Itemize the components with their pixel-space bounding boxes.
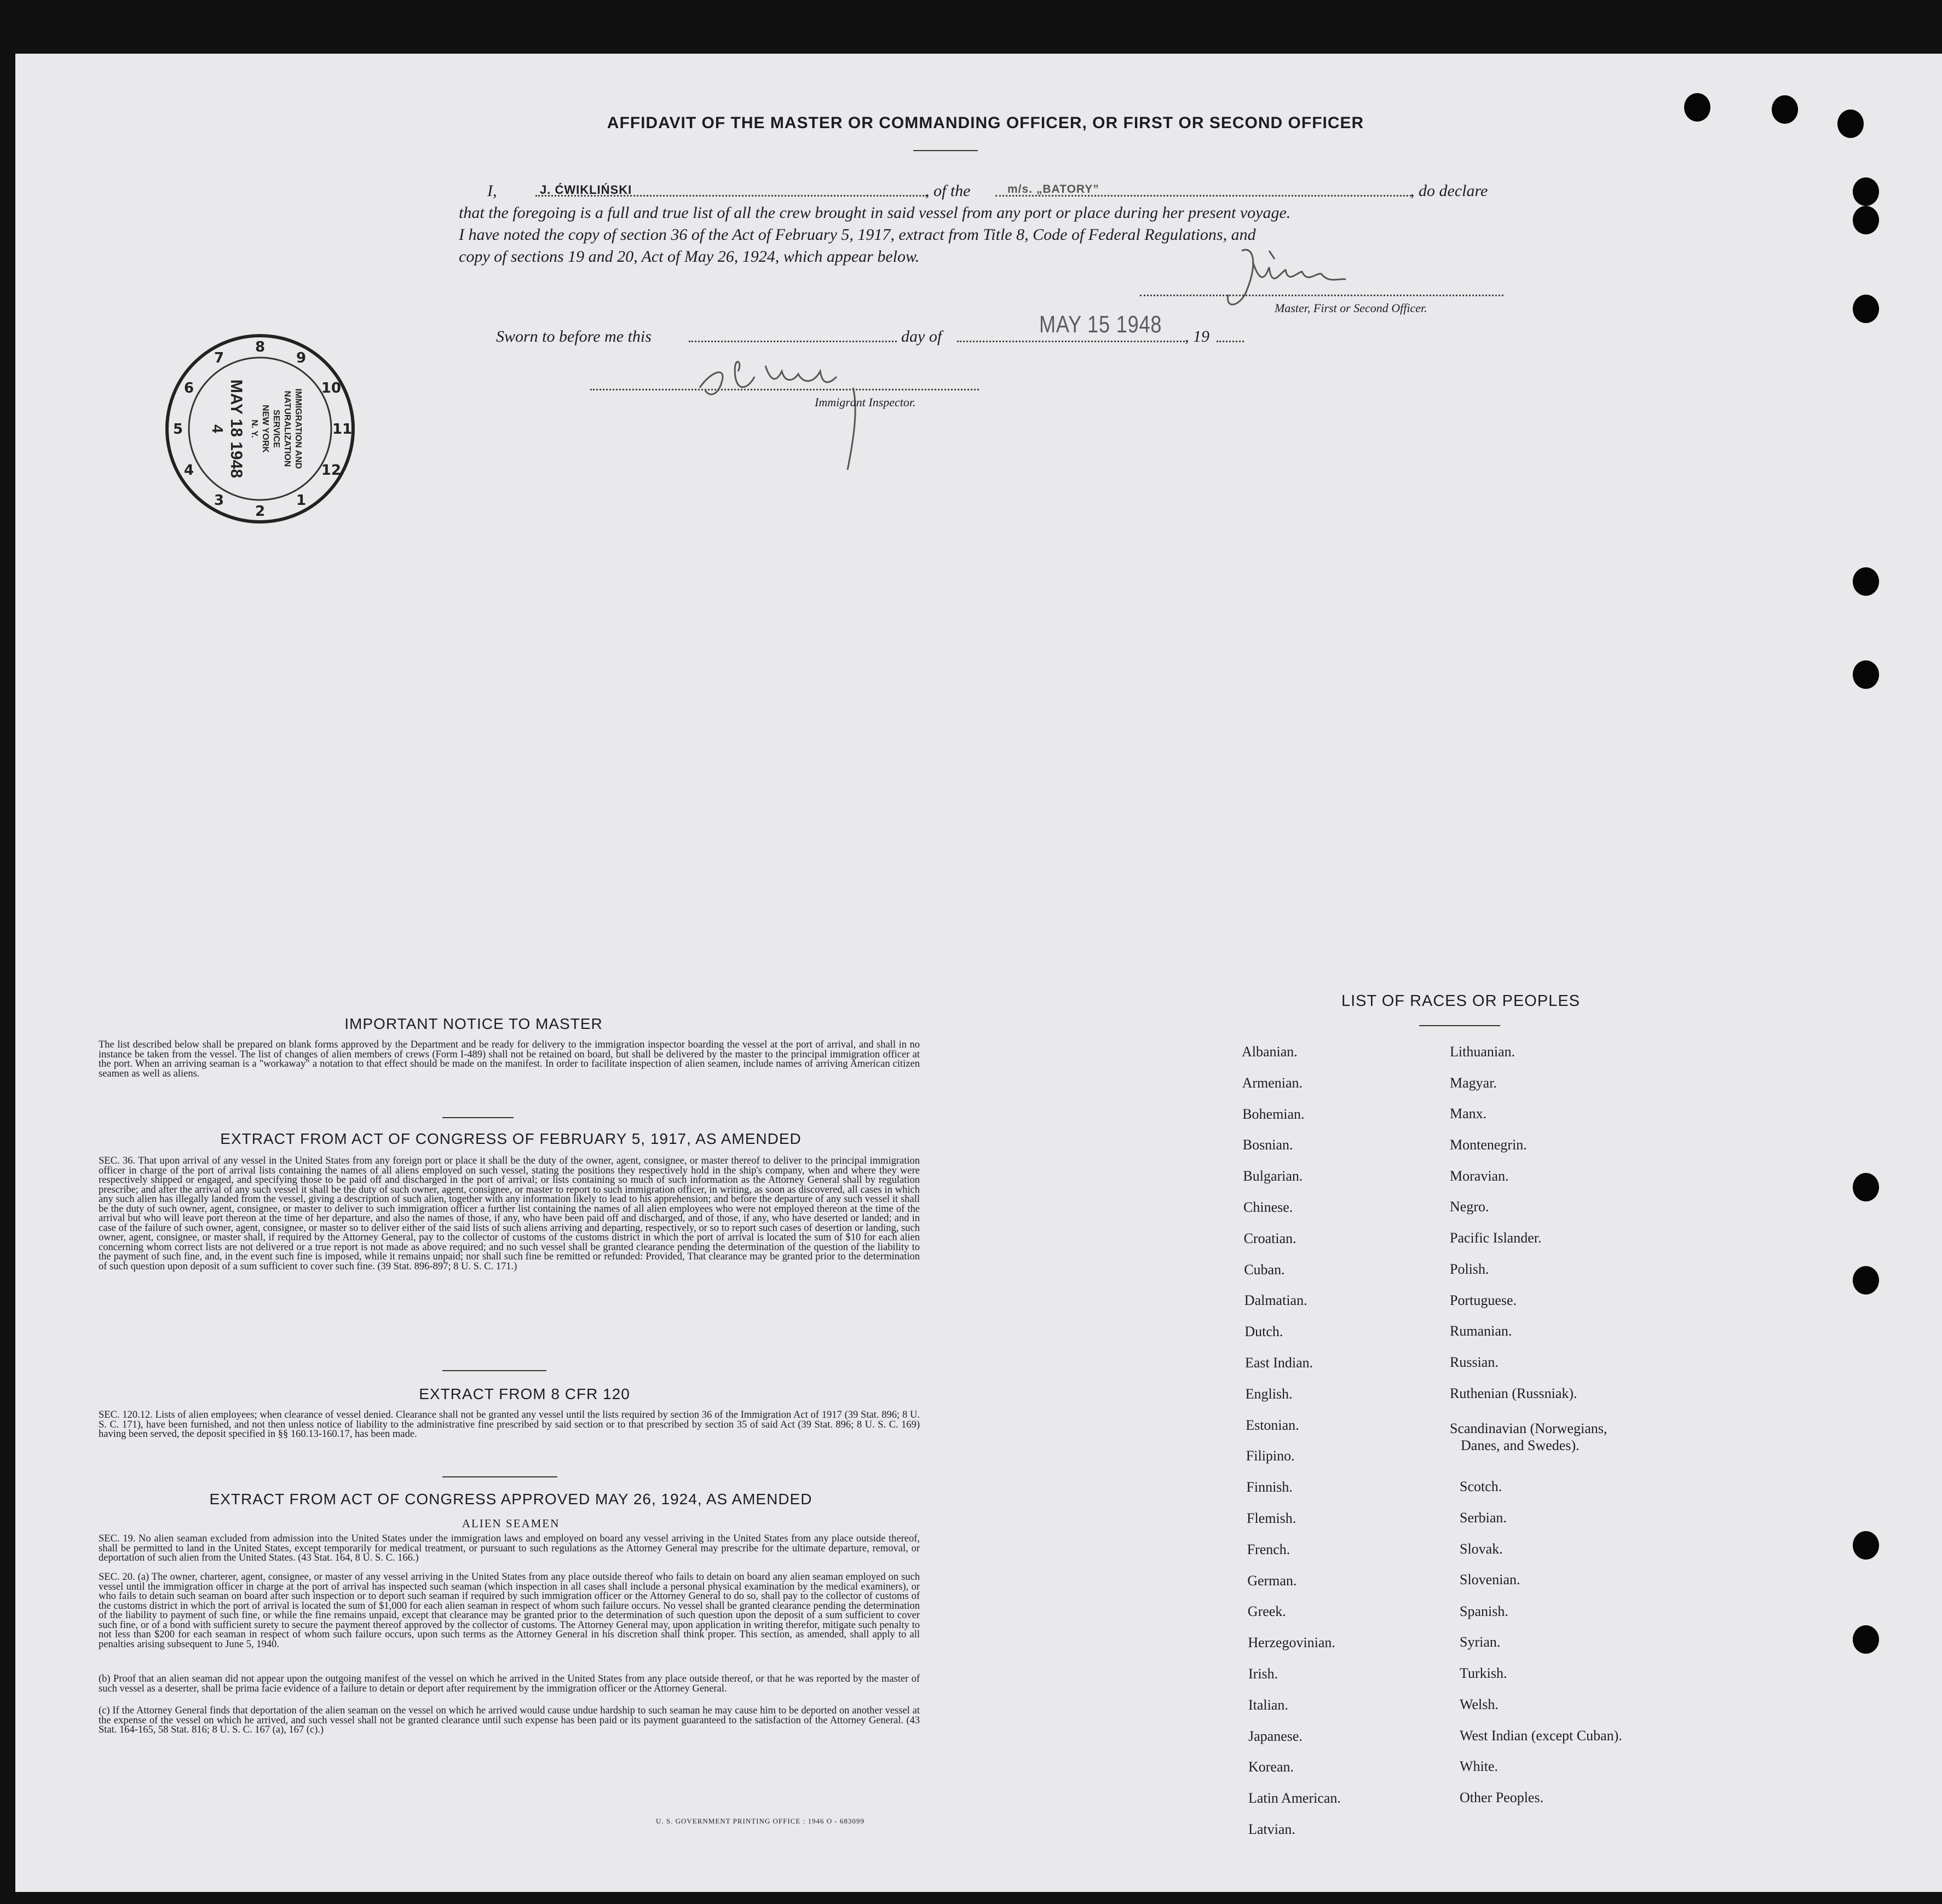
stamp-line: SERVICE	[272, 410, 281, 448]
stamp-clock-digit: 8	[255, 339, 266, 355]
stamp-clock-digit: 9	[296, 350, 307, 367]
punch-hole	[1853, 206, 1879, 234]
extract-cfr-title: EXTRACT FROM 8 CFR 120	[419, 1385, 630, 1402]
race-item: Finnish.	[1246, 1479, 1293, 1495]
race-item: Korean.	[1248, 1759, 1294, 1775]
race-item: Dutch.	[1244, 1324, 1283, 1340]
race-item: Herzegovinian.	[1248, 1635, 1335, 1651]
affidavit-title: AFFIDAVIT OF THE MASTER OR COMMANDING OFFICER, OR FIRST OR SECOND OFFICER	[607, 114, 1364, 132]
race-item: Spanish.	[1460, 1603, 1508, 1619]
stamp-date: MAY 18 1948	[227, 379, 245, 479]
race-item: Bohemian.	[1242, 1106, 1305, 1122]
race-item: Greek.	[1247, 1603, 1286, 1620]
master-label: Master, First or Second Officer.	[1275, 301, 1427, 315]
punch-hole	[1853, 177, 1879, 206]
race-item: Negro.	[1450, 1199, 1489, 1215]
extract-1917-title: EXTRACT FROM ACT OF CONGRESS OF FEBRUARY 5, 1917, AS AMENDED	[220, 1130, 802, 1147]
race-item: Syrian.	[1460, 1634, 1501, 1650]
race-item: Filipino.	[1246, 1448, 1295, 1464]
race-item: White.	[1460, 1758, 1499, 1774]
i-label: I,	[487, 182, 497, 200]
race-item: Serbian.	[1460, 1510, 1507, 1526]
declaration-line-2: that the foregoing is a full and true list of all the crew brought in said vessel from any port or place during her present voyage.	[459, 204, 1291, 222]
stamp-clock-digit: 3	[214, 492, 224, 509]
race-item: Russian.	[1450, 1354, 1499, 1370]
stamp-clock-digit: 11	[332, 421, 353, 438]
punch-hole	[1853, 295, 1879, 323]
race-item: Ruthenian (Russniak).	[1450, 1385, 1577, 1401]
race-item: Turkish.	[1460, 1665, 1507, 1681]
inspector-signature	[689, 338, 908, 481]
race-item: Other Peoples.	[1460, 1790, 1544, 1805]
races-title: LIST OF RACES OR PEOPLES	[1341, 992, 1581, 1010]
master-signature-line	[1140, 295, 1503, 296]
race-item: Polish.	[1450, 1261, 1489, 1277]
punch-hole	[1853, 1173, 1879, 1201]
race-item: Montenegrin.	[1450, 1137, 1527, 1153]
of-the-label: , of the	[925, 182, 971, 200]
stamp-clock-digit: 2	[255, 503, 266, 520]
race-item: Flemish.	[1247, 1510, 1296, 1526]
race-item: Rumanian.	[1450, 1323, 1512, 1339]
stamp-line: NATURALIZATION	[283, 390, 292, 467]
sec-20b-text: (b) Proof that an alien seaman did not appear upon the outgoing manifest of the vessel on which he arrived in the United States from any place outside thereof, or that he was reported by the master of such vessel as a deserter, shall be prima facie evidence of a failure to detain or deport after requirement by the immigration officer or the Attorney General.	[99, 1673, 920, 1694]
do-declare-label: , do declare	[1410, 182, 1488, 200]
race-item: Bulgarian.	[1243, 1168, 1303, 1184]
race-item: Estonian.	[1246, 1417, 1299, 1433]
race-item: Moravian.	[1450, 1168, 1509, 1184]
race-item: Albanian.	[1242, 1044, 1298, 1060]
stamp-clock-digit: 5	[172, 421, 183, 438]
race-item: German.	[1247, 1572, 1297, 1589]
immigration-stamp	[159, 327, 361, 530]
title-rule	[913, 150, 978, 151]
stamp-line: N. Y.	[250, 419, 259, 438]
stamp-clock-digit: 1	[296, 492, 307, 509]
race-item: Croatian.	[1243, 1230, 1296, 1246]
stamp-clock-digit: 6	[184, 380, 194, 396]
stamp-clock-digit: 12	[321, 462, 341, 479]
vessel-name: m/s. „BATORY”	[1007, 183, 1099, 195]
race-item: Scotch.	[1460, 1479, 1502, 1494]
race-item: Danes, and Swedes).	[1461, 1437, 1580, 1453]
stamp-line: IMMIGRATION AND	[293, 388, 303, 469]
race-item: West Indian (except Cuban).	[1460, 1728, 1622, 1744]
scan-border-top	[0, 0, 1942, 54]
race-item: Latvian.	[1248, 1821, 1295, 1837]
race-item: Slovenian.	[1460, 1572, 1520, 1587]
year-label: , 19	[1185, 327, 1209, 346]
notice-text: The list described below shall be prepared on blank forms approved by the Department and be ready for delivery to the immigration inspector boarding the vessel at the port of arrival, and shall in no instance be taken from the vessel. The list of changes of alien members of crews (Form I-489) shall not be retained on board, but shall be delivered by the master to the principal immigration officer at the port. When an arriving seaman is a "workaway" a notation to that effect should be made on the manifest. In order to facilitate inspection of alien seamen, include names of arriving American citizen seamen as well as aliens.	[99, 1039, 920, 1079]
punch-hole	[1837, 110, 1864, 138]
race-item: Magyar.	[1450, 1075, 1497, 1091]
race-item: Japanese.	[1248, 1728, 1303, 1744]
divider	[442, 1370, 546, 1371]
stamp-clock-digit: 7	[214, 350, 224, 367]
race-item: Bosnian.	[1242, 1137, 1293, 1153]
punch-hole	[1684, 93, 1710, 122]
sworn-month-blank	[957, 341, 1185, 342]
stamp-clock-digit: 4	[184, 462, 194, 479]
declaration-line-4: copy of sections 19 and 20, Act of May 26, 1924, which appear below.	[459, 248, 920, 266]
punch-hole	[1853, 1625, 1879, 1654]
race-item: Cuban.	[1244, 1261, 1285, 1278]
day-of-label: day of	[901, 327, 942, 346]
inspector-signature-line	[590, 389, 979, 390]
sec-20a-text: SEC. 20. (a) The owner, charterer, agent, consignee, or master of any vessel arriving in the United States from any place outside thereof who fails to detain on board any alien seaman employed on such vessel until the immigration officer in charge at the port of arrival has inspected such seaman (which inspection in all cases shall include a personal physical examination by the medical examiners), or who fails to detain such seaman on board after such inspection or to deport such seaman if required by such immigration officer or the Attorney General to do so, shall pay to the collector of customs of the customs district in which the port of arrival is located the sum of $1,000 for each alien seaman in respect of whom such failure occurs. No vessel shall be granted clearance pending the determination of the liability to payment of such fine, or while the fine remains unpaid, except that clearance may be granted prior to the determination of such question upon the deposit of a sum sufficient to cover such fine, or of a bond with sufficient surety to secure the payment thereof approved by the collector of customs. The Attorney General may, upon application in writing therefor, mitigate such penalty to not less than $200 for each seaman in respect of whom such failure occurs, upon such terms as the Attorney General in his discretion shall think proper. This section, as amended, shall apply to all penalties arising subsequent to June 5, 1940.	[99, 1572, 920, 1650]
punch-hole	[1772, 95, 1798, 124]
master-name: J. ĆWIKLIŃSKI	[540, 183, 632, 197]
race-item: Pacific Islander.	[1450, 1230, 1542, 1246]
race-item: French.	[1247, 1541, 1290, 1557]
declaration-line-3: I have noted the copy of section 36 of the Act of February 5, 1917, extract from Title 8, Code of Federal Regulations, and	[459, 226, 1256, 244]
race-item: Scandinavian (Norwegians,	[1450, 1420, 1607, 1436]
race-item: Lithuanian.	[1450, 1044, 1515, 1060]
races-title-rule	[1419, 1025, 1500, 1026]
scan-border-bottom	[0, 1892, 1942, 1904]
year-blank	[1217, 341, 1244, 342]
race-item: Dalmatian.	[1244, 1292, 1307, 1309]
race-item: Chinese.	[1243, 1199, 1293, 1215]
extract-1917-text: SEC. 36. That upon arrival of any vessel in the United States from any foreign port or place it shall be the duty of the owner, agent, consignee, or master thereof to deliver to the principal immigration officer in charge of the port of arrival lists containing the names of all aliens employed on such vessel, stating the positions they respectively hold in the ship's company, when and where they were respectively shipped or engaged, and specifying those to be paid off and discharged in the port of arrival; or lists containing so much of such information as the Attorney General shall by regulation prescribe; and after the arrival of any such vessel it shall be the duty of such owner, agent, consignee, or master to report to such immigration officer, in writing, as soon as discovered, all cases in which any such alien has illegally landed from the vessel, giving a description of such alien, together with any information likely to lead to his apprehension; and before the departure of any such vessel it shall be the duty of such owner, agent, consignee, or master to deliver to such immigration officer a further list containing the names of all alien employees who were not employed thereon at the time of the arrival but who will leave port thereon at the time of her departure, and also the names of those, if any, who have been paid off and discharged, and of those, if any, who have deserted or landed; and in case of the failure of such owner, agent, consignee, or master so to deliver either of the said lists of such aliens arriving and departing, respectively, or so to report such cases of desertion or landing, such owner, agent, consignee, or master shall, if required by the Attorney General, pay to the collector of customs of the customs district in which the port of arrival is located the sum of $10 for each alien concerning whom correct lists are not delivered or a true report is not made as above required; and no such vessel shall be granted clearance pending the determination of the question of the liability to the payment of such fine, and, in the event such fine is imposed, while it remains unpaid; nor shall such fine be remitted or refunded: Provided, That clearance may be granted prior to the determination of such question upon deposit of a sum sufficient to cover such fine. (39 Stat. 896-897; 8 U. S. C. 171.)	[99, 1155, 920, 1272]
date-stamp: MAY 15 1948	[1039, 311, 1162, 338]
race-item: Irish.	[1248, 1666, 1278, 1682]
scan-border-left	[0, 0, 15, 1904]
race-item: Portuguese.	[1450, 1292, 1517, 1308]
punch-hole	[1853, 660, 1879, 689]
race-item: Manx.	[1450, 1106, 1487, 1121]
race-item: Latin American.	[1248, 1790, 1341, 1807]
race-item: Armenian.	[1242, 1074, 1303, 1091]
race-item: Italian.	[1248, 1696, 1288, 1713]
sworn-label: Sworn to before me this	[496, 327, 652, 346]
race-item: Welsh.	[1460, 1696, 1499, 1712]
stamp-clock-digit: 10	[321, 380, 341, 396]
race-item: English.	[1245, 1385, 1293, 1402]
sec-20c-text: (c) If the Attorney General finds that deportation of the alien seaman on the vessel on which he arrived would cause undue hardship to such seaman he may cause him to be deported on another vessel at the expense of the vessel on which he arrived, and such vessel shall not be granted clearance until such expense has been paid or its payment guaranteed to the satisfaction of the Attorney General. (43 Stat. 164-165, 58 Stat. 816; 8 U. S. C. 167 (a), 167 (c).)	[99, 1705, 920, 1735]
extract-1924-title: EXTRACT FROM ACT OF CONGRESS APPROVED MAY 26, 1924, AS AMENDED	[209, 1491, 812, 1508]
punch-hole	[1853, 1266, 1879, 1295]
divider	[442, 1117, 514, 1118]
printer-imprint: U. S. GOVERNMENT PRINTING OFFICE : 1946 O - 683099	[656, 1817, 865, 1825]
extract-cfr-text: SEC. 120.12. Lists of alien employees; when clearance of vessel denied. Clearance shall not be granted any vessel until the lists required by section 36 of the Immigration Act of 1917 (39 Stat. 896; 8 U. S. C. 171), have been furnished, and not then unless notice of liability to the administrative fine prescribed by said section or to that prescribed by section 35 of said Act (39 Stat. 896; 8 U. S. C. 169) having been served, the deposit specified in §§ 160.13-160.17, has been made.	[99, 1410, 920, 1440]
divider	[442, 1476, 557, 1477]
extract-1924-subtitle: ALIEN SEAMEN	[462, 1517, 560, 1530]
race-item: Slovak.	[1460, 1541, 1503, 1557]
sec-19-text: SEC. 19. No alien seaman excluded from admission into the United States under the immigration laws and employed on board any vessel arriving in the United States from any place outside thereof, shall be permitted to land in the United States, except temporarily for medical treatment, or pursuant to such regulations as the Attorney General may prescribe for the ultimate departure, removal, or deportation of such alien from the United States. (43 Stat. 164, 8 U. S. C. 166.)	[99, 1533, 920, 1563]
notice-title: IMPORTANT NOTICE TO MASTER	[344, 1015, 603, 1032]
stamp-code: 4	[209, 424, 226, 433]
document-page	[15, 54, 1942, 1892]
stamp-line: NEW YORK	[261, 405, 270, 453]
punch-hole	[1853, 567, 1879, 596]
punch-hole	[1853, 1531, 1879, 1560]
inspector-label: Immigrant Inspector.	[815, 395, 916, 409]
race-item: East Indian.	[1245, 1355, 1313, 1371]
